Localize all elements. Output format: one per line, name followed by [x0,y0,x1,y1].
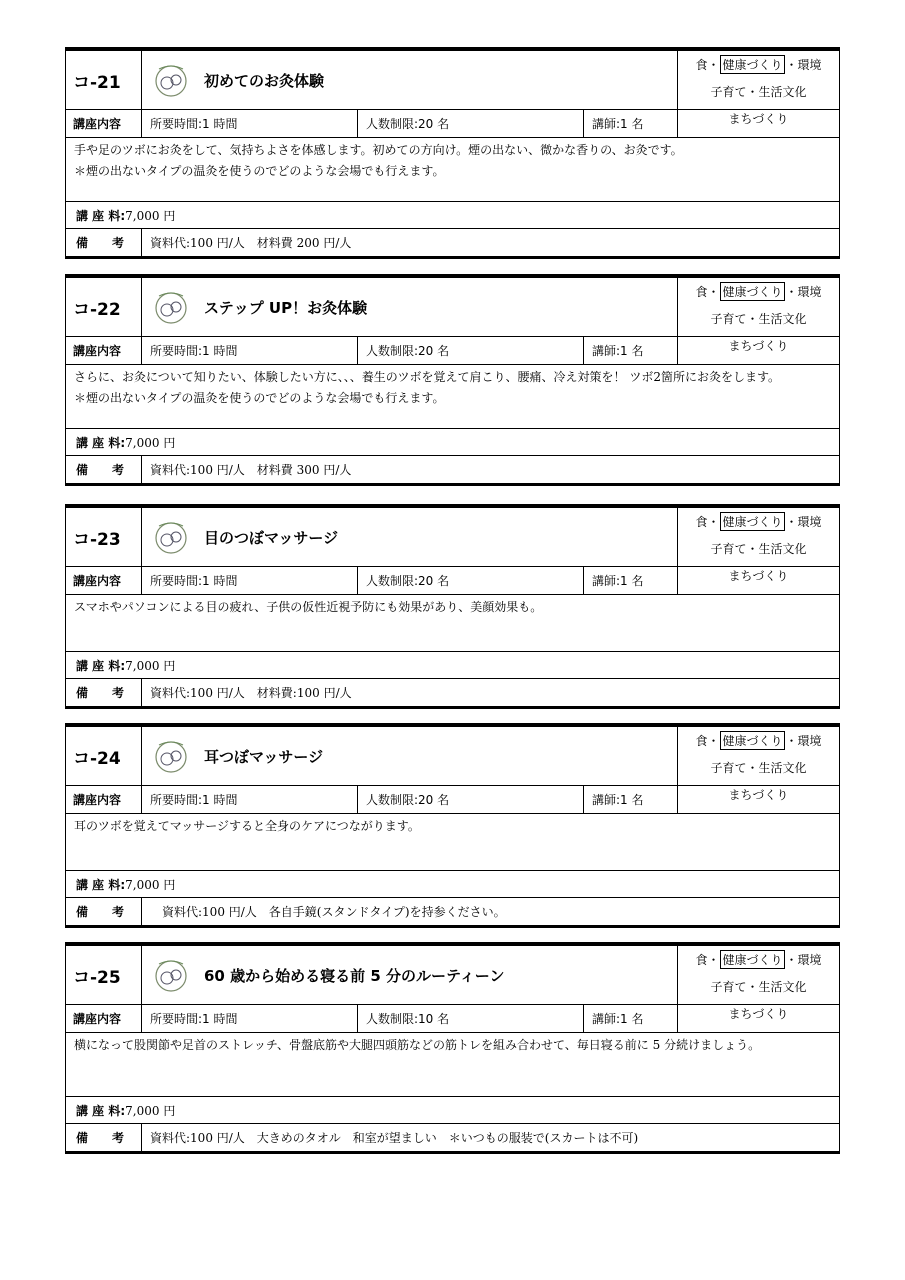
instructor: 講師:1 名 [583,567,679,594]
course-code: コ-22 [73,299,121,320]
course-card-21 [65,47,840,259]
logo-icon [153,288,189,326]
category-health: 健康づくり [720,731,784,750]
category-tags: 食・ 健康づくり ・環境 子育て・生活文化 まちづくり [677,278,839,364]
instructor: 講師:1 名 [583,786,679,813]
duration: 所要時間:1 時間 [141,337,357,364]
course-content-label: 講座内容 [73,793,122,807]
category-health: 健康づくり [720,950,784,969]
logo-icon [153,956,189,994]
course-title: 耳つぼマッサージ [204,747,324,766]
description: 手や足のツボにお灸をして、気持ちよさを体感します。初めての方向け。煙の出ない、微かな香りの、お灸です。 ＊煙の出ないタイプの温灸を使うのでどのような会場でも行えます。 [66,138,839,202]
course-code: コ-24 [73,748,121,769]
category-health: 健康づくり [720,512,784,531]
capacity: 人数制限:10 名 [357,1005,583,1032]
category-health: 健康づくり [720,55,784,74]
course-content-label: 講座内容 [73,1012,122,1026]
remarks-label: 備 考 [76,905,125,919]
description: スマホやパソコンによる目の疲れ、子供の仮性近視予防にも効果があり、美顔効果も。 [66,595,839,652]
capacity: 人数制限:20 名 [357,337,583,364]
logo-icon [153,518,189,556]
fee-label: 講 座 料: [76,658,126,673]
remarks-label: 備 考 [76,686,125,700]
course-card-24 [65,723,840,928]
course-code: コ-25 [73,967,121,988]
category-tags: 食・ 健康づくり ・環境 子育て・生活文化 まちづくり [677,51,839,137]
fee-label: 講 座 料: [76,877,126,892]
duration: 所要時間:1 時間 [141,786,357,813]
course-title: 60 歳から始める寝る前 5 分のルーティーン [204,966,505,985]
fee-value: 7,000 円 [125,658,176,673]
remarks: 資料代:100 円/人 大きめのタオル 和室が望ましい ＊いつもの服装で(スカートは不可) [141,1124,839,1151]
course-content-label: 講座内容 [73,344,122,358]
remarks: 資料代:100 円/人 材料費 200 円/人 [141,229,839,256]
course-content-label: 講座内容 [73,574,122,588]
fee-value: 7,000 円 [125,1103,176,1118]
fee-label: 講 座 料: [76,1103,126,1118]
fee-label: 講 座 料: [76,208,126,223]
category-health: 健康づくり [720,282,784,301]
remarks-label: 備 考 [76,236,125,250]
description: 耳のツボを覚えてマッサージすると全身のケアにつながります。 [66,814,839,871]
capacity: 人数制限:20 名 [357,567,583,594]
remarks-label: 備 考 [76,1131,125,1145]
capacity: 人数制限:20 名 [357,786,583,813]
fee-value: 7,000 円 [125,435,176,450]
course-card-22 [65,274,840,486]
logo-icon [153,737,189,775]
instructor: 講師:1 名 [583,110,679,137]
instructor: 講師:1 名 [583,337,679,364]
duration: 所要時間:1 時間 [141,110,357,137]
course-code: コ-21 [73,72,121,93]
course-code: コ-23 [73,529,121,550]
course-content-label: 講座内容 [73,117,122,131]
fee-label: 講 座 料: [76,435,126,450]
instructor: 講師:1 名 [583,1005,679,1032]
capacity: 人数制限:20 名 [357,110,583,137]
course-title: 初めてのお灸体験 [204,71,325,90]
remarks: 資料代:100 円/人 各自手鏡(スタンドタイプ)を持参ください。 [141,898,839,925]
course-title: 目のつぼマッサージ [204,528,339,547]
fee-value: 7,000 円 [125,208,176,223]
duration: 所要時間:1 時間 [141,567,357,594]
duration: 所要時間:1 時間 [141,1005,357,1032]
remarks: 資料代:100 円/人 材料費:100 円/人 [141,679,839,706]
course-card-23 [65,504,840,709]
course-title: ステップ UP！お灸体験 [204,298,368,317]
remarks: 資料代:100 円/人 材料費 300 円/人 [141,456,839,483]
remarks-label: 備 考 [76,463,125,477]
category-tags: 食・ 健康づくり ・環境 子育て・生活文化 まちづくり [677,727,839,813]
category-tags: 食・ 健康づくり ・環境 子育て・生活文化 まちづくり [677,508,839,594]
course-card-25 [65,942,840,1154]
fee-value: 7,000 円 [125,877,176,892]
description: さらに、お灸について知りたい、体験したい方に、、、養生のツボを覚えて肩こり、腰痛、冷え対策を！ ツボ2箇所にお灸をします。 ＊煙の出ないタイプの温灸を使うのでどのような会場でも行えます。 [66,365,839,429]
logo-icon [153,61,189,99]
description: 横になって股関節や足首のストレッチ、骨盤底筋や大腿四頭筋などの筋トレを組み合わせて、毎日寝る前に 5 分続けましょう。 [66,1033,839,1097]
category-tags: 食・ 健康づくり ・環境 子育て・生活文化 まちづくり [677,946,839,1032]
